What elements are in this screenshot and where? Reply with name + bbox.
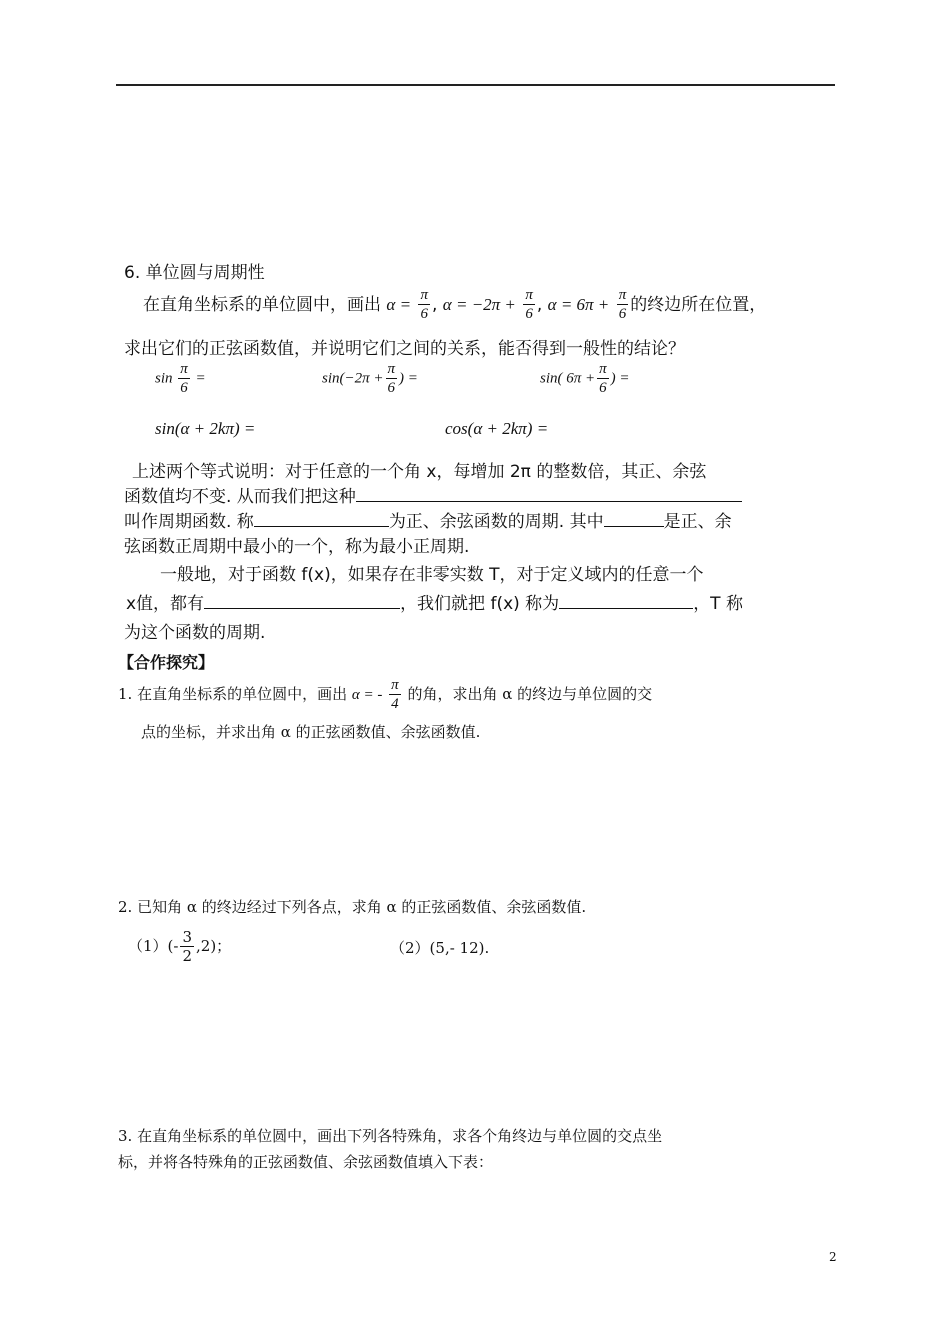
para1-line2: 函数值均不变. 从而我们把这种 <box>124 482 742 507</box>
formula-sin-6pi: sin( 6π + $\frac{\pi}{6}$ ) = <box>540 361 630 396</box>
formula-cos-periodic: cos(α + 2kπ) = <box>445 419 549 438</box>
para1-line3: 叫作周期函数. 称 为正、余弦函数的周期. 其中 是正、余 <box>124 512 732 532</box>
intro-line-2: 求出它们的正弦函数值，并说明它们之间的关系，能否得到一般性的结论？ <box>124 339 685 359</box>
alpha-eq-2: α = −2π + <box>442 295 516 314</box>
section-heading: 6. 单位圆与周期性 <box>124 263 265 283</box>
blank-answer[interactable] <box>604 510 664 527</box>
coop-heading: 【合作探究】 <box>118 653 215 672</box>
blank-answer[interactable] <box>559 592 693 609</box>
para1-line1: 上述两个等式说明：对于任意的一个角 x，每增加 2π 的整数倍，其正、余弦 <box>132 462 707 482</box>
question-1-line2: 点的坐标，并求出角 α 的正弦函数值、余弦函数值. <box>141 723 481 741</box>
intro-line-1: 在直角坐标系的单位圆中，画出 α = $\frac{\pi}{6}$ , α = −2π + $\frac{\pi}{6}$ , α = 6π + $\frac{\pi}{6}$ 的终边所在位置， <box>143 287 767 322</box>
formula-sin-periodic: sin(α + 2kπ) = <box>155 419 256 438</box>
para1-line4: 弦函数正周期中最小的一个，称为最小正周期. <box>124 537 470 557</box>
para2-line2: x值，都有 ，我们就把 f(x) 称为 ，T 称 <box>126 594 743 614</box>
alpha-eq-3: α = 6π + <box>547 295 610 314</box>
question-2: 2. 已知角 α 的终边经过下列各点，求角 α 的正弦函数值、余弦函数值. <box>118 898 587 916</box>
blank-answer[interactable] <box>204 592 400 609</box>
question-1-line1: 1. 在直角坐标系的单位圆中，画出 α = - $\frac{\pi}{4}$ 的角，求出角 α 的终边与单位圆的交 <box>118 677 653 712</box>
intro-text-end: 的终边所在位置， <box>630 295 767 315</box>
formula-sin-pi6: sin $\frac{\pi}{6}$ = <box>155 361 206 396</box>
fraction-pi-6: $\frac{\pi}{6}$ <box>420 287 428 322</box>
question-2-part1: （1）(- $\frac{3}{2}$ ,2)； <box>128 928 232 965</box>
question-3-line2: 标，并将各特殊角的正弦函数值、余弦函数值填入下表： <box>118 1153 494 1171</box>
para2-line1: 一般地，对于函数 f(x)，如果存在非零实数 T，对于定义域内的任意一个 <box>160 565 704 585</box>
question-2-part2: （2）(5,- 12). <box>390 939 490 957</box>
alpha-eq-1: α = <box>386 295 412 314</box>
intro-text: 在直角坐标系的单位圆中，画出 <box>143 295 381 315</box>
header-rule <box>116 84 835 86</box>
fraction-pi-6: $\frac{\pi}{6}$ <box>525 287 533 322</box>
question-3-line1: 3. 在直角坐标系的单位圆中，画出下列各特殊角，求各个角终边与单位圆的交点坐 <box>118 1127 663 1145</box>
blank-answer[interactable] <box>254 510 389 527</box>
blank-answer[interactable] <box>356 485 742 502</box>
formula-sin-neg2pi: sin(−2π + $\frac{\pi}{6}$ ) = <box>322 361 418 396</box>
page-number: 2 <box>829 1250 837 1264</box>
fraction-pi-6: $\frac{\pi}{6}$ <box>618 287 627 322</box>
para2-line3: 为这个函数的周期. <box>124 623 266 643</box>
